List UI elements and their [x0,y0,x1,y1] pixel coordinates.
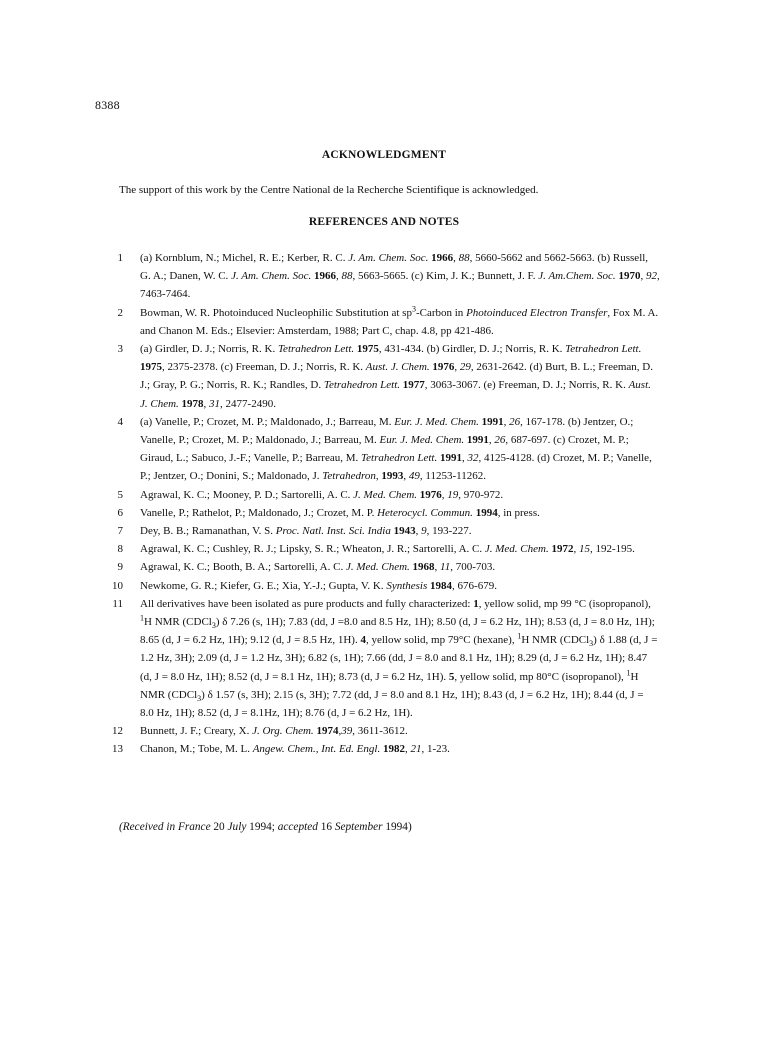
reference-item [105,595,660,722]
text-segment: Proc. Natl. Inst. Sci. India [275,525,391,538]
text-segment: , Fox M. A. and Chanon M. Eds.; Elsevier: Amsterdam, 1988; Part C, chap. 4.8, pp 421-486. [140,306,659,337]
text-segment: Tetrahedron Lett. [323,379,401,392]
reference-text [140,343,653,410]
text-segment: 1991 [481,415,504,428]
text-segment: 1975 [356,343,379,356]
text-segment: , [375,470,382,483]
text-segment: 1994; [246,821,278,833]
reference-item [105,740,660,758]
text-segment: 92 [645,270,657,283]
reference-number: 2 [117,306,123,319]
text-segment: J. Med. Chem. [345,561,410,574]
text-segment: , [203,397,210,410]
text-segment: 1977 [402,379,425,392]
reference-number: 8 [117,543,123,556]
reference-number: 5 [117,488,123,501]
reference-number: 13 [112,743,123,756]
text-segment: 1991 [466,434,489,447]
text-segment: , 192-195. [589,543,635,556]
reference-item [105,558,660,576]
text-segment: 1982 [382,743,405,756]
text-segment: 1966 [431,252,454,264]
text-segment: , 4125-4128. (d) Crozet, M. P.; Vanelle, P.; Jentzer, O.; Donini, S.; Maldonado, J. [140,452,652,483]
text-segment: 29 [459,361,471,374]
text-segment: Agrawal, K. C.; Mooney, P. D.; Sartorelli, A. C. [140,488,354,501]
reference-text [140,580,497,592]
text-segment: Aust. J. Chem. [140,379,651,410]
reference-item [105,413,660,486]
text-segment: 26 [509,415,521,428]
reference-number: 7 [117,525,123,538]
text-segment: , 7463-7464. [140,270,660,301]
reference-text [140,416,652,483]
text-segment: 1993 [381,470,404,483]
text-segment: 1 [517,631,522,641]
text-segment: 1974 [316,725,339,738]
text-segment: ) δ 1.57 (s, 3H); 2.15 (s, 3H); 7.72 (dd, J = 8.0 and 8.1 Hz, 1H); 8.43 (d, J = 6.2 Hz, 1H); 8.44 (d, J = 8.0 Hz, 1H); 8.52 (d, J = 8.1Hz, 1H); 8.76 (d, J = 6.2 Hz, 1H). [140,688,644,720]
text-segment: 1976 [432,361,455,374]
text-segment: , in press. [497,506,540,519]
reference-text [140,725,408,737]
acknowledgment-heading: ACKNOWLEDGMENT [321,149,447,161]
text-segment: (a) Girdler, D. J.; Norris, R. K. [140,343,278,356]
text-segment: J. Org. Chem. [252,725,314,738]
text-segment: 31 [209,397,221,410]
text-segment: , 5660-5662 and 5662-5663. (b) Russell, G. A.; Danen, W. C. [140,252,649,283]
text-segment: 88 [458,252,470,264]
text-segment: Angew. Chem., Int. Ed. Engl. [252,743,381,756]
text-segment: , 431-434. (b) Girdler, D. J.; Norris, R. K. [378,343,566,356]
text-segment: 1 [626,668,631,678]
text-segment: July [227,821,247,833]
reference-text [140,303,659,337]
text-segment: , [441,488,448,501]
text-segment: J. Am.Chem. Soc. [538,270,616,283]
text-segment: 39 [341,725,353,738]
text-segment: ) δ 7.26 (s, 1H); 7.83 (dd, J =8.0 and 8.5 Hz, 1H); 8.50 (d, J = 6.2 Hz, 1H); 8.53 (d, J = 8.0 Hz, 1H); 8.65 (d, J = 6.2 Hz, 1H); 9.12 (d, J = 8.5 Hz, 1H). [140,616,655,647]
text-segment: Bowman, W. R. Photoinduced Nucleophilic Substitution at sp [140,306,412,319]
text-segment: , [434,561,441,574]
text-segment: , 700-703. [450,561,496,574]
text-segment: Bunnett, J. F.; Creary, X. [140,725,253,738]
reference-number: 12 [112,725,123,738]
text-segment: 49 [408,470,420,483]
text-segment: 1 [140,613,144,623]
text-segment: 5 [448,670,455,683]
text-segment: Eur. J. Med. Chem. [379,434,465,447]
text-segment: 11 [440,561,451,574]
text-segment: , 5663-5665. (c) Kim, J. K.; Bunnett, J. F. [352,270,539,283]
reference-item [105,540,660,558]
text-segment: 21 [410,743,422,756]
reference-item [105,486,660,504]
text-segment: 1976 [419,488,442,501]
text-segment: Aust. J. Chem. [365,361,430,374]
text-segment: Chanon, M.; Tobe, M. L. [140,743,253,756]
text-segment: , 3611-3612. [352,725,408,738]
reference-number: 3 [117,343,123,356]
text-segment: Photoinduced Electron Transfer [466,306,608,319]
text-segment: Eur. J. Med. Chem. [394,415,479,428]
page-number: 8388 [95,98,120,112]
text-segment: , 687-697. (c) Crozet, M. P.; Giraud, L.; Sabuco, J.-F.; Vanelle, P.; Barreau, M. [140,434,629,465]
text-segment: J. Med. Chem. [353,488,418,501]
text-segment: H NMR (CDCl [140,670,639,701]
text-segment: 15 [578,543,590,556]
reference-text [140,507,540,519]
text-segment: 19 [447,488,459,501]
reference-text [140,489,503,501]
text-segment: , [338,725,342,738]
reference-text [140,252,660,300]
text-segment: Tetrahedron Lett. [277,343,355,356]
text-segment: , [488,434,495,447]
reference-text [140,525,472,537]
text-segment: 1984 [430,579,453,592]
text-segment: , 3063-3067. (e) Freeman, D. J.; Norris, R. K. [424,379,629,392]
text-segment: (a) Vanelle, P.; Crozet, M. P.; Maldonado, J.; Barreau, M. [140,415,395,428]
text-segment: 9 [421,525,427,538]
text-segment: (Received in France [119,821,211,833]
text-segment: accepted [277,821,318,833]
reference-number: 9 [117,561,123,574]
text-segment: H NMR (CDCl [521,634,590,647]
text-segment: 20 [210,821,228,833]
text-segment: 16 [317,821,335,833]
text-segment: Heterocycl. Commun. [377,506,473,519]
text-segment: 1972 [551,543,574,556]
text-segment: 1 [473,597,479,610]
text-segment: 1994) [382,821,412,833]
text-segment: 3 [197,694,202,704]
text-segment: Newkome, G. R.; Kiefer, G. E.; Xia, Y.-J.; Gupta, V. K. [140,579,387,592]
text-segment: , [454,361,460,374]
reference-text [140,543,635,555]
text-segment: 1994 [475,506,498,519]
text-segment: , 1-23. [421,743,450,756]
text-segment: 1975 [140,361,162,374]
text-segment: , 167-178. (b) Jentzer, O.; Vanelle, P.; Crozet, M. P.; Maldonado, J.; Barreau, M. [140,415,634,447]
text-segment: 1966 [313,270,336,283]
text-segment: 32 [467,452,479,465]
text-segment: , 2631-2642. (d) Burt, B. L.; Freeman, D. J.; Gray, P. G.; Norris, R. K.; Randles, D. [140,361,653,392]
text-segment: 3 [211,621,216,631]
text-segment: 1968 [412,561,435,574]
reference-text [140,561,495,573]
text-segment: J. Am. Chem. Soc. [348,252,429,264]
reference-number: 1 [117,252,123,264]
text-segment: , yellow solid, mp 79°C (hexane), [365,634,518,647]
reference-number: 10 [112,579,123,592]
text-segment: Synthesis [386,579,428,592]
text-segment: Dey, B. B.; Ramanathan, V. S. [140,525,276,538]
reference-item [105,249,660,304]
text-segment: Agrawal, K. C.; Booth, B. A.; Sartorelli, A. C. [140,561,346,574]
text-segment: September [334,821,383,833]
text-segment: , [404,743,411,756]
text-segment: , 970-972. [458,488,504,501]
reference-item [105,504,660,522]
text-segment: , 11253-11262. [419,470,486,483]
text-segment: , [640,270,646,283]
text-segment: ) δ 1.88 (d, J = 1.2 Hz, 3H); 2.09 (d, J = 1.2 Hz, 3H); 6.82 (s, 1H); 7.66 (dd, J = 8.0 and 8.1 Hz, 1H); 8.29 (d, J = 6.2 Hz, 1H); 8.47 (d, J = 8.0 Hz, 1H); 8.52 (d, J = 8.1 Hz, 1H); 8.73 (d, J = 6.2 Hz, 1H). [140,634,658,683]
text-segment: , [335,270,342,283]
text-segment: 3 [589,639,594,649]
text-segment: Vanelle, P.; Rathelot, P.; Maldonado, J.; Crozet, M. P. [140,506,378,519]
reference-item [105,522,660,540]
text-segment: All derivatives have been isolated as pure products and fully characterized: [140,597,474,610]
text-segment: , yellow solid, mp 99 °C (isopropanol), [478,597,651,610]
acknowledgment-text: The support of this work by the Centre National de la Recherche Scientifique is acknowledged. [119,184,539,196]
text-segment: , [403,470,409,483]
text-segment: Tetrahedron Lett. [361,452,438,465]
text-segment: Tetrahedron Lett. [565,343,642,356]
reference-item [105,577,660,595]
text-segment: , [415,525,422,538]
text-segment: , [461,452,468,465]
references-heading: REFERENCES AND NOTES [308,216,460,228]
text-segment: , 676-679. [452,579,497,592]
text-segment: 3 [411,303,416,313]
text-segment: H NMR (CDCl [144,616,212,629]
text-segment: 1943 [393,525,416,538]
reference-item [105,722,660,740]
reference-text [140,598,657,719]
reference-item [105,304,660,340]
text-segment: J. Am. Chem. Soc. [231,270,312,283]
text-segment: , yellow solid, mp 80°C (isopropanol), [454,670,627,683]
reference-number: 11 [112,597,123,610]
text-segment: Tetrahedron [322,470,376,483]
text-segment: 1978 [181,397,204,410]
text-segment: , [503,415,510,428]
references-list [105,249,660,759]
text-segment: Agrawal, K. C.; Cushley, R. J.; Lipsky, S. R.; Wheaton, J. R.; Sartorelli, A. C. [140,543,485,556]
text-segment: -Carbon in [415,306,467,319]
text-segment: , [453,252,459,264]
text-segment: 4 [360,634,366,647]
text-segment: , 2375-2378. (c) Freeman, D. J.; Norris, R. K. [162,361,366,374]
text-segment: 26 [494,434,506,447]
reference-text [140,743,450,755]
reference-number: 4 [117,415,123,428]
text-segment: 88 [341,270,353,283]
text-segment: , [573,543,579,556]
text-segment: J. Med. Chem. [484,543,549,556]
received-accepted-note [119,821,679,833]
text-segment: (a) Kornblum, N.; Michel, R. E.; Kerber, R. C. [140,252,349,264]
text-segment: , 2477-2490. [220,397,276,410]
text-segment: , 193-227. [426,525,472,538]
reference-number: 6 [117,506,123,519]
text-segment: 1991 [439,452,462,465]
text-segment: 1970 [618,270,641,283]
reference-item [105,340,660,413]
